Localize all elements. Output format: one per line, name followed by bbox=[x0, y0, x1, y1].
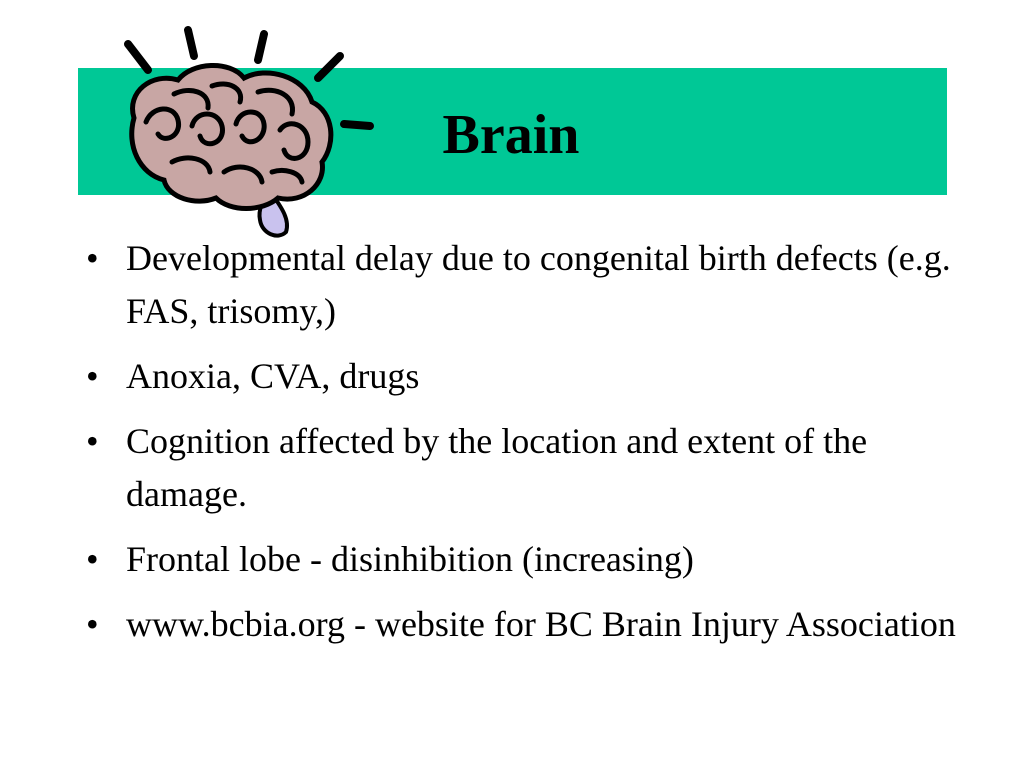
bullet-text: www.bcbia.org - website for BC Brain Injury Association bbox=[126, 604, 956, 644]
bullet-text: Frontal lobe - disinhibition (increasing) bbox=[126, 539, 694, 579]
bullet-item bbox=[86, 350, 966, 403]
bullet-item bbox=[86, 598, 966, 651]
bullet-text: Cognition affected by the location and extent of the damage. bbox=[126, 421, 868, 514]
bullet-glyph: • bbox=[86, 539, 99, 579]
slide-title: Brain bbox=[442, 104, 580, 166]
bullet-item bbox=[86, 415, 966, 521]
bullet-glyph: • bbox=[86, 604, 99, 644]
bullet-item bbox=[86, 232, 966, 338]
bullet-glyph: • bbox=[86, 238, 99, 278]
bullet-list bbox=[86, 232, 966, 663]
bullet-text: Anoxia, CVA, drugs bbox=[126, 356, 420, 396]
bullet-glyph: • bbox=[86, 356, 99, 396]
bullet-glyph: • bbox=[86, 421, 99, 461]
bullet-item bbox=[86, 533, 966, 586]
bullet-text: Developmental delay due to congenital birth defects (e.g. FAS, trisomy,) bbox=[126, 238, 951, 331]
brain-icon bbox=[112, 22, 392, 244]
